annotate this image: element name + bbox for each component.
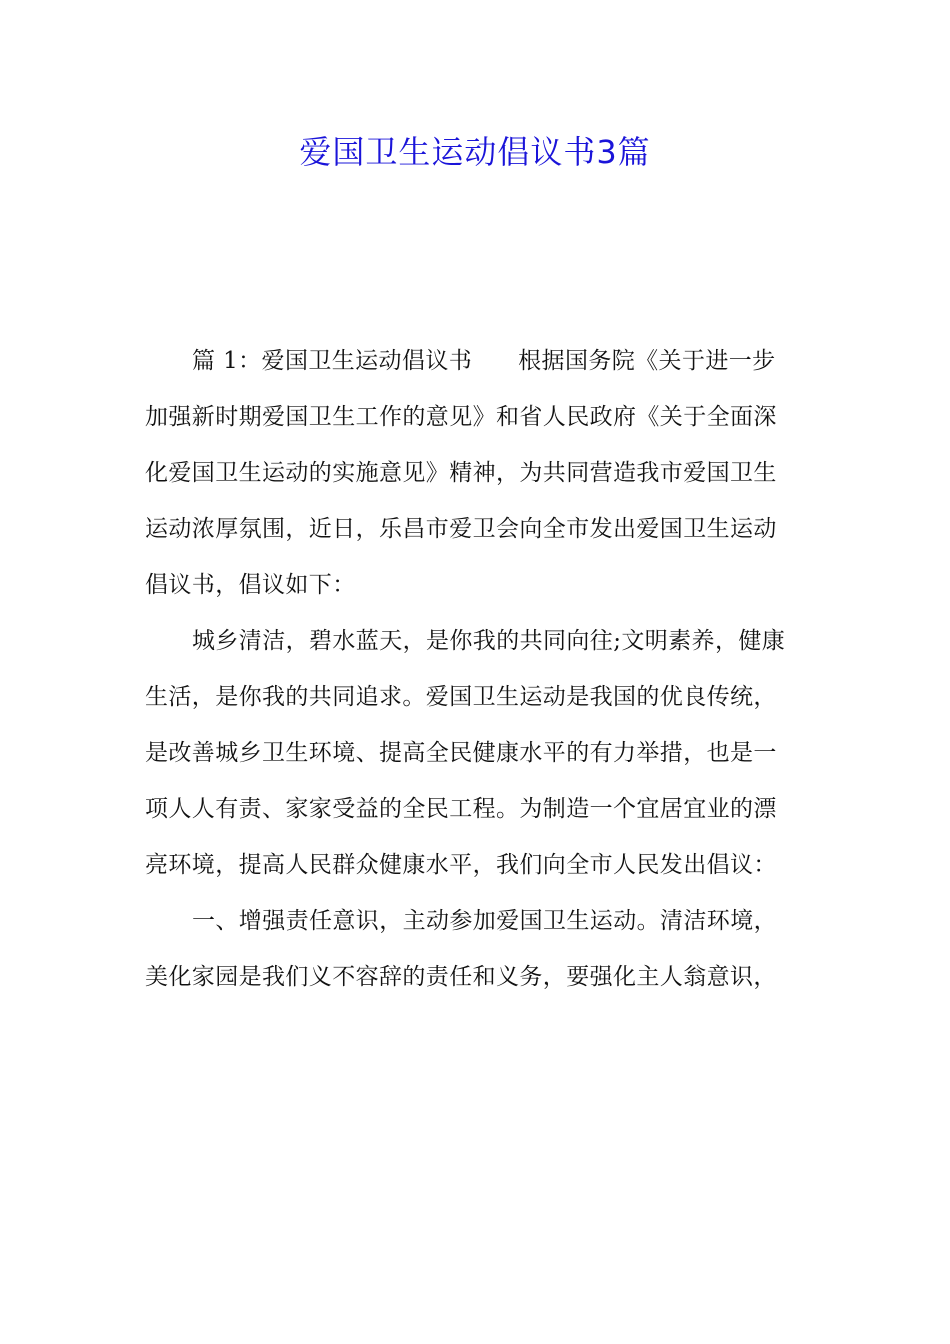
paragraph-1-line-5: 倡议书，倡议如下：: [145, 572, 356, 598]
document-title: 爱国卫生运动倡议书3篇: [299, 133, 651, 171]
paragraph-3-line-2: 美化家园是我们义不容辞的责任和义务，要强化主人翁意识，: [145, 964, 777, 990]
document-body: [145, 338, 813, 1010]
paragraph-1-text-start: 根据国务院《关于进一步: [518, 348, 776, 374]
paragraph-1-line-3: 化爱国卫生运动的实施意见》精神，为共同营造我市爱国卫生: [145, 460, 777, 486]
paragraph-1-line-2: 加强新时期爱国卫生工作的意见》和省人民政府《关于全面深: [145, 404, 777, 430]
paragraph-2-line-2: 生活，是你我的共同追求。爱国卫生运动是我国的优良传统，: [145, 684, 777, 710]
paragraph-1-line-4: 运动浓厚氛围，近日，乐昌市爱卫会向全市发出爱国卫生运动: [145, 516, 777, 542]
paragraph-3-line-1: 一、增强责任意识，主动参加爱国卫生运动。清洁环境，: [192, 908, 777, 934]
paragraph-1-line-1: [145, 338, 813, 394]
paragraph-2-line-4: 项人人有责、家家受益的全民工程。为制造一个宜居宜业的漂: [145, 796, 777, 822]
paragraph-2-line-5: 亮环境，提高人民群众健康水平，我们向全市人民发出倡议：: [145, 852, 777, 878]
section-heading: 篇 1：爱国卫生运动倡议书: [192, 348, 473, 374]
paragraph-2-line-3: 是改善城乡卫生环境、提高全民健康水平的有力举措，也是一: [145, 740, 777, 766]
paragraph-2-line-1: 城乡清洁，碧水蓝天，是你我的共同向往;文明素养，健康: [192, 628, 786, 654]
